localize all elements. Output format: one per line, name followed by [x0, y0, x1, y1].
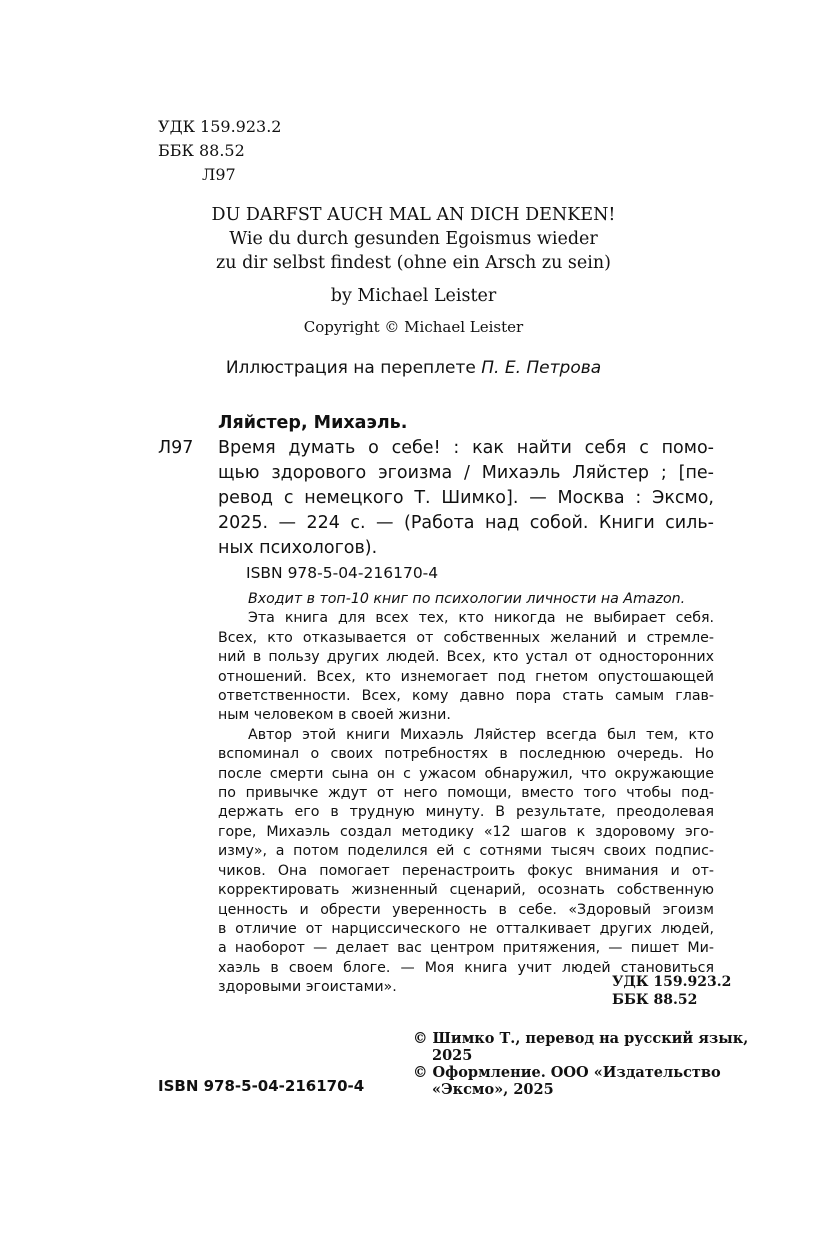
design-copyright-line2: «Эксмо», 2025	[432, 1081, 554, 1098]
annotation-italic-line: Входит в топ-10 книг по психологии личности на Amazon.	[248, 591, 686, 607]
record-mark: Л97	[158, 438, 194, 458]
record-line: ных психологов).	[218, 538, 378, 558]
bottom-bbk-code: ББК 88.52	[612, 992, 698, 1008]
annotation-line: здоровыми эгоистами».	[218, 979, 397, 996]
annotation-line: отношений. Всех, кто изнемогает под гнетом опустошающей	[218, 668, 714, 685]
annotation-line: ным человеком в своей жизни.	[218, 707, 451, 724]
annotation-line: держать его в трудную минуту. В результате, преодолевая	[218, 804, 714, 821]
annotation-line: после смерти сына он с ужасом обнаружил, что окружающие	[218, 765, 714, 782]
bottom-udk-code: УДК 159.923.2	[612, 974, 732, 990]
illustration-prefix: Иллюстрация на переплете	[225, 358, 476, 378]
translation-copyright-line1: © Шимко Т., перевод на русский язык,	[413, 1030, 749, 1047]
annotation-line: вспоминал о своих потребностях в последнюю очередь. Но	[218, 746, 714, 763]
record-line: ревод с немецкого Т. Шимко]. — Москва : Эксмо,	[218, 488, 714, 508]
bbk-code: ББК 88.52	[158, 141, 245, 160]
record-line: щью здорового эгоизма / Михаэль Ляйстер ; [пе-	[218, 463, 714, 483]
record-line: Время думать о себе! : как найти себя с помо-	[218, 438, 714, 458]
annotation-line: изму», а потом поделился ей с сотнями тысяч своих подпис-	[218, 843, 714, 860]
record-isbn: ISBN 978-5-04-216170-4	[246, 564, 439, 582]
bottom-isbn: ISBN 978-5-04-216170-4	[158, 1077, 365, 1095]
annotation-line: Всех, кто отказывается от собственных желаний и стремле-	[218, 629, 714, 646]
annotation-line: корректировать жизненный сценарий, осознать собственную	[218, 882, 714, 899]
illustration-name: П. Е. Петрова	[481, 358, 602, 378]
annotation-line: ний в пользу других людей. Всех, кто устал от односторонних	[218, 649, 714, 666]
annotation-line: хаэль в своем блоге. — Моя книга учит людей становиться	[218, 959, 714, 976]
annotation	[218, 590, 714, 998]
annotation-line: чиков. Она помогает перенастроить фокус внимания и от-	[218, 862, 714, 879]
annotation-line: Автор этой книги Михаэль Ляйстер всегда был тем, кто	[248, 726, 714, 743]
original-title-line3: zu dir selbst findest (ohne ein Arsch zu sein)	[216, 253, 611, 273]
by-author: by Michael Leister	[330, 286, 497, 306]
record-description	[218, 436, 714, 561]
annotation-line: в отличие от нарциссического не отталкивает других людей,	[218, 920, 714, 937]
annotation-line: Эта книга для всех тех, кто никогда не выбирает себя.	[248, 610, 714, 627]
translation-copyright-line2: 2025	[432, 1047, 473, 1064]
annotation-line: ответственности. Всех, кому давно пора стать самым глав-	[218, 688, 714, 705]
record-line: 2025. — 224 с. — (Работа над собой. Книги силь-	[218, 513, 714, 533]
annotation-line: по привычке ждут от него помощи, вместо того чтобы под-	[218, 785, 714, 802]
original-title-line1: DU DARFST AUCH MAL AN DICH DENKEN!	[211, 205, 616, 225]
annotation-line: горе, Михаэль создал методику «12 шагов к здоровому эго-	[218, 823, 714, 840]
illustration-credit	[0, 356, 827, 380]
copyright-line: Copyright © Michael Leister	[303, 318, 524, 336]
record-author-heading: Ляйстер, Михаэль.	[218, 413, 408, 433]
udk-code: УДК 159.923.2	[158, 117, 282, 136]
annotation-line: а наоборот — делает вас центром притяжения, — пишет Ми-	[218, 940, 714, 957]
design-copyright-line1: © Оформление. ООО «Издательство	[413, 1064, 721, 1081]
original-title-line2: Wie du durch gesunden Egoismus wieder	[229, 229, 598, 249]
author-mark: Л97	[202, 165, 236, 184]
annotation-line: ценность и обрести уверенность в себе. «Здоровый эгоизм	[218, 901, 714, 918]
